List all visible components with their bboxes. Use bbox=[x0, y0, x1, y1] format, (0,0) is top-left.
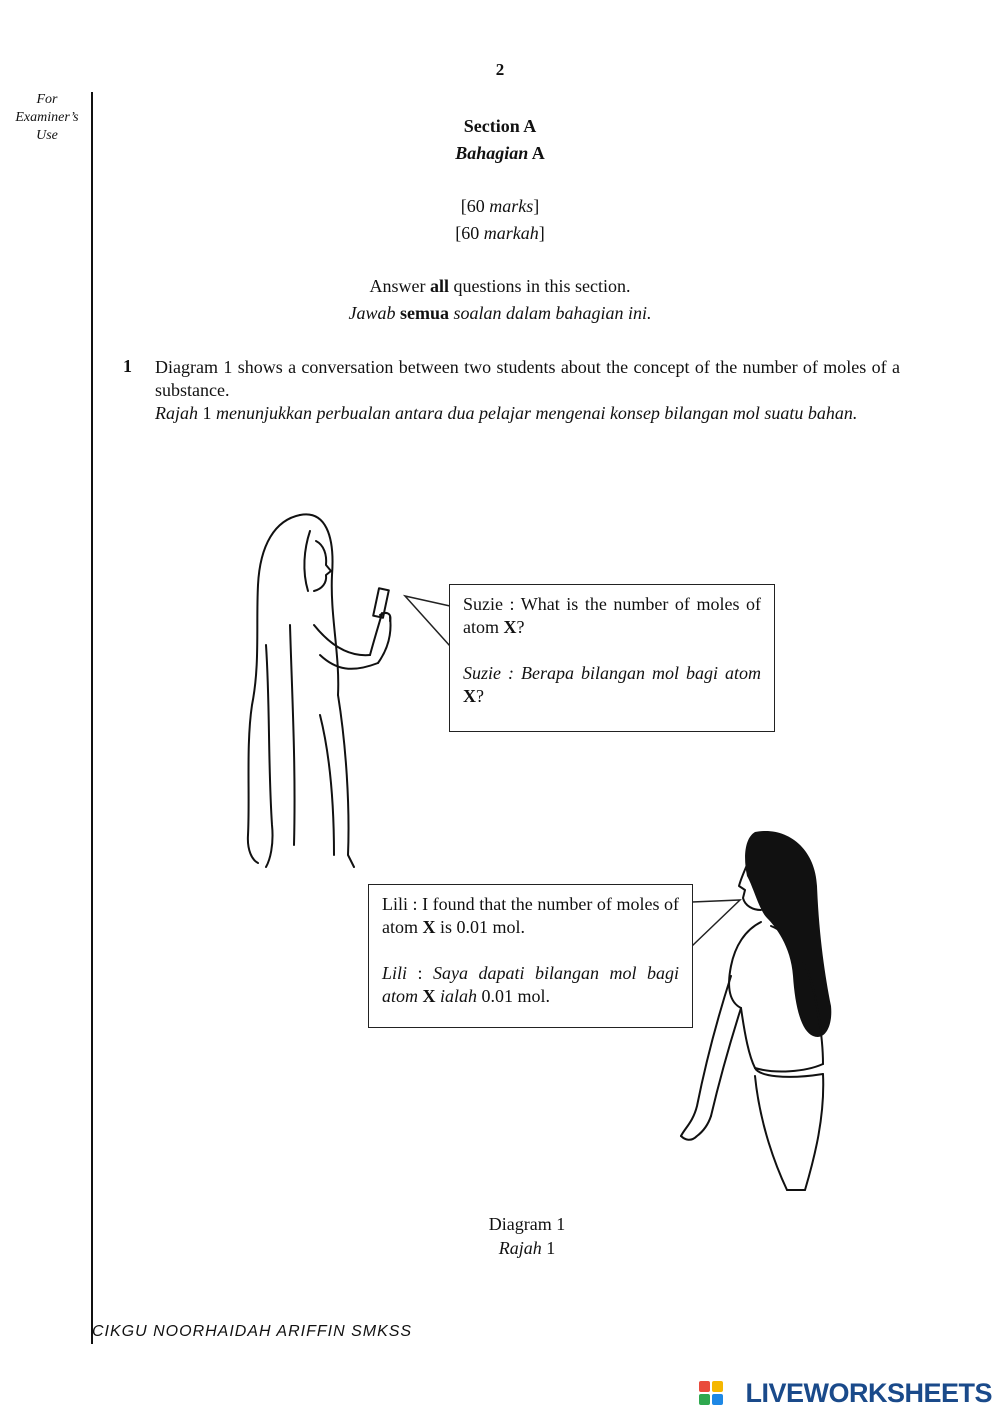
diagram-caption: Diagram 1 bbox=[488, 1214, 566, 1234]
suzie-text-english: Suzie : What is the number of moles of atom X? bbox=[463, 594, 761, 637]
lili-text-english: Lili : I found that the number of moles of atom X is 0.01 mol. bbox=[382, 894, 679, 937]
logo-square-red bbox=[699, 1381, 710, 1392]
diagram-caption-malay: Rajah 1 bbox=[498, 1238, 556, 1258]
question-text bbox=[155, 356, 900, 425]
liveworksheets-logo-icon bbox=[699, 1381, 723, 1405]
question-number: 1 bbox=[123, 356, 132, 376]
examiner-use-label: For Examiner’s Use bbox=[15, 92, 79, 143]
logo-square-blue bbox=[712, 1394, 723, 1405]
logo-square-yellow bbox=[712, 1381, 723, 1392]
suzie-bubble-tail bbox=[403, 594, 455, 654]
instruction-malay: Jawab semua soalan dalam bahagian ini. bbox=[348, 303, 652, 323]
section-title-malay: Bahagian A bbox=[455, 143, 545, 163]
suzie-speech-bubble bbox=[449, 584, 775, 732]
marks-english: [60 marks] bbox=[460, 196, 540, 216]
marks-malay: [60 markah] bbox=[455, 223, 545, 243]
question-text-english: Diagram 1 shows a conversation between two students about the concept of the number of moles of a substance. bbox=[155, 357, 900, 400]
instruction-english: Answer all questions in this section. bbox=[369, 276, 631, 296]
student-lili-illustration bbox=[675, 826, 845, 1194]
lili-text-malay: Lili : Saya dapati bilangan mol bagi atom X ialah 0.01 mol. bbox=[382, 963, 679, 1006]
author-footer: CIKGU NOORHAIDAH ARIFFIN SMKSS bbox=[92, 1323, 413, 1340]
liveworksheets-brand[interactable]: LIVEWORKSHEETS bbox=[745, 1378, 992, 1408]
student-suzie-illustration bbox=[230, 505, 430, 870]
page-number: 2 bbox=[495, 60, 505, 79]
lili-speech-bubble bbox=[368, 884, 693, 1028]
suzie-text-malay: Suzie : Berapa bilangan mol bagi atom X? bbox=[463, 663, 761, 706]
section-title: Section A bbox=[463, 116, 537, 136]
question-text-malay: Rajah 1 menunjukkan perbualan antara dua pelajar mengenai konsep bilangan mol suatu bahan. bbox=[155, 403, 858, 423]
lili-bubble-tail bbox=[688, 896, 742, 952]
logo-square-green bbox=[699, 1394, 710, 1405]
